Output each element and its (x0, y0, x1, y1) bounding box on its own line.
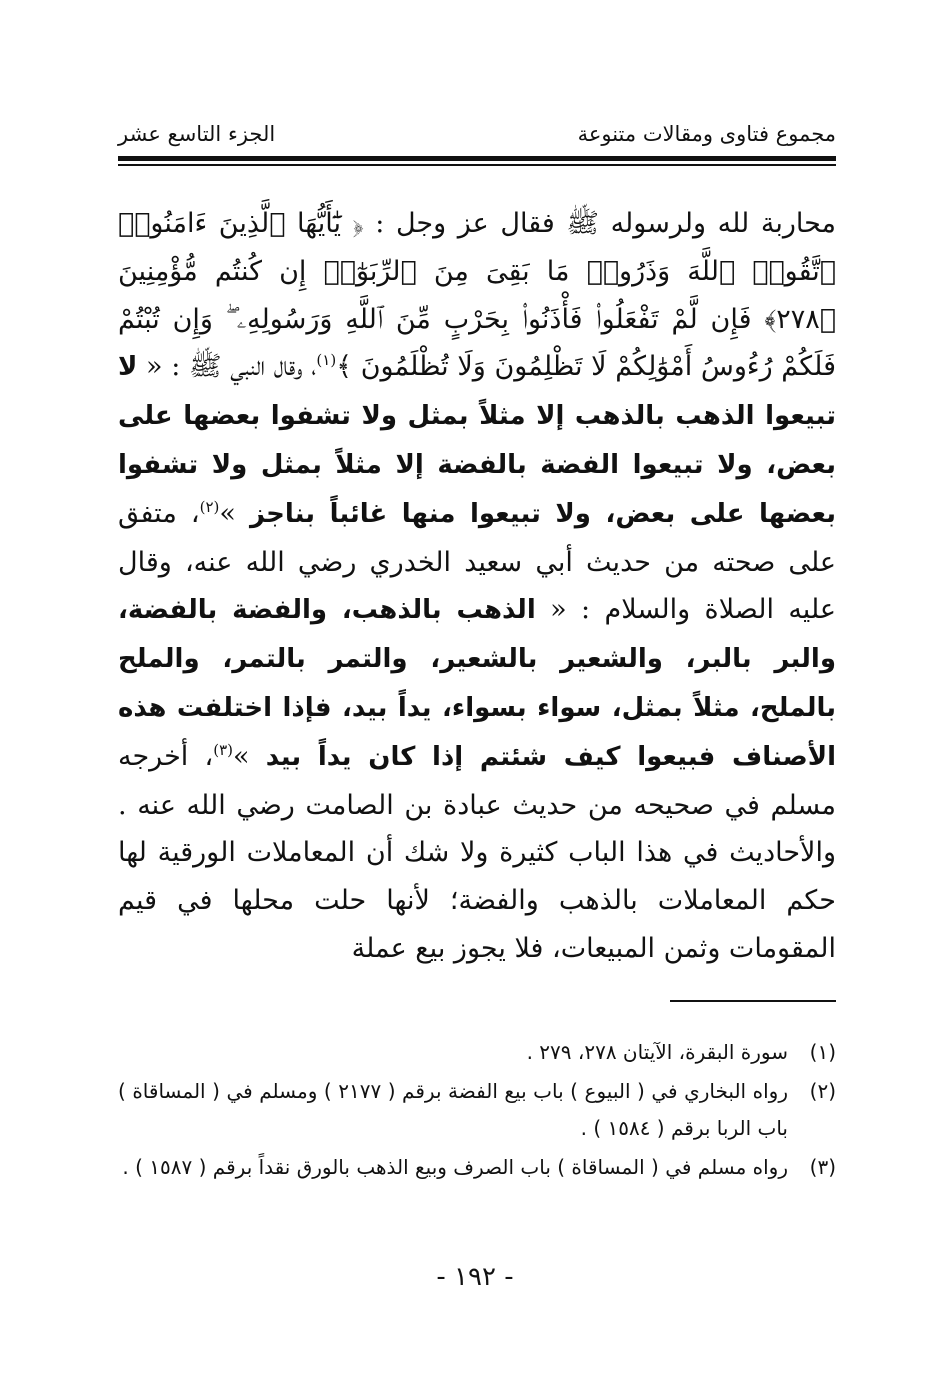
text-segment: » (233, 740, 266, 772)
footnote-text: رواه البخاري في ( البيوع ) باب بيع الفضة برقم ( ٢١٧٧ ) ومسلم في ( المساقاة ) باب الربا برقم ( ١٥٨٤ ) . (118, 1079, 788, 1140)
text-segment: محاربة لله ولرسوله ﷺ فقال عز وجل : ﴿ (340, 208, 836, 239)
text-segment: ، وقال النبي ﷺ : « (137, 351, 317, 383)
volume-label: الجزء التاسع عشر (118, 122, 276, 146)
footnote (118, 1073, 836, 1147)
header-rule-thin (118, 164, 836, 166)
footnote-ref-1: (١) (316, 351, 337, 370)
footnote-ref-3: (٣) (213, 740, 233, 759)
footnote (118, 1034, 836, 1071)
running-header (118, 118, 836, 154)
text-segment: ، متفق على صحته من حديث أبي سعيد الخدري رضي الله عنه، وقال عليه الصلاة والسلام : « (118, 497, 836, 626)
text-segment: ، أخرجه مسلم في صحيحه من حديث عبادة بن الصامت رضي الله عنه . والأحاديث في هذا الباب كثيرة ولا شك أن المعاملات الورقية لها حكم المعاملات بالذهب والفضة؛ لأنها حلت محلها في قيم المقومات وثمن المبيعات، فلا يجوز بيع عملة (118, 740, 836, 964)
footnote-number: (٣) (809, 1155, 836, 1179)
page-number: - ١٩٢ - (436, 1262, 514, 1292)
footnotes (118, 1034, 836, 1188)
footnote-text: سورة البقرة، الآيتان ٢٧٨، ٢٧٩ . (526, 1040, 788, 1064)
text-segment: ﴾ (336, 351, 361, 383)
footnote-number: (٢) (809, 1079, 836, 1103)
book-title: مجموع فتاوى ومقالات متنوعة (577, 122, 836, 146)
footnote-text: رواه مسلم في ( المساقاة ) باب الصرف وبيع الذهب بالورق نقداً برقم ( ١٥٨٧ ) . (122, 1155, 788, 1179)
footnote-separator (670, 1000, 836, 1002)
hadith-quote-2: الذهب بالذهب، والفضة بالفضة، والبر بالبر، والشعير بالشعير، والتمر بالتمر، والملح بالملح، مثلاً بمثل، سواء بسواء، يداً بيد، فإذا اختلفت هذه الأصناف فبيعوا كيف شئتم إذا كان يداً بيد (118, 595, 837, 772)
footnote (118, 1149, 836, 1186)
header-rule (118, 156, 836, 161)
hadith-quote-1: لا تبيعوا الذهب بالذهب إلا مثلاً بمثل ولا تشفوا بعضها على بعض، ولا تبيعوا الفضة بالفضة إلا مثلاً بمثل ولا تشفوا بعضها على بعض، ولا تبيعوا منها غائباً بناجز (118, 352, 836, 529)
main-text (118, 200, 836, 973)
quran-verse: يَٰٓأَيُّهَا ٱلَّذِينَ ءَامَنُوا۟ ٱتَّقُوا۟ ٱللَّهَ وَذَرُوا۟ مَا بَقِىَ مِنَ ٱلرِّبَوٰٓا۟ إِن كُنتُم مُّؤْمِنِينَ ﴿٢٧٨﴾ فَإِن لَّمْ تَفْعَلُوا۟ فَأْذَنُوا۟ بِحَرْبٍ مِّنَ ٱللَّهِ وَرَسُولِهِۦ ۖ وَإِن تُبْتُمْ فَلَكُمْ رُءُوسُ أَمْوَٰلِكُمْ لَا تَظْلِمُونَ وَلَا تُظْلَمُونَ (118, 208, 837, 383)
text-segment: » (219, 497, 250, 529)
footnote-ref-2: (٢) (199, 497, 220, 516)
footnote-number: (١) (809, 1040, 836, 1064)
